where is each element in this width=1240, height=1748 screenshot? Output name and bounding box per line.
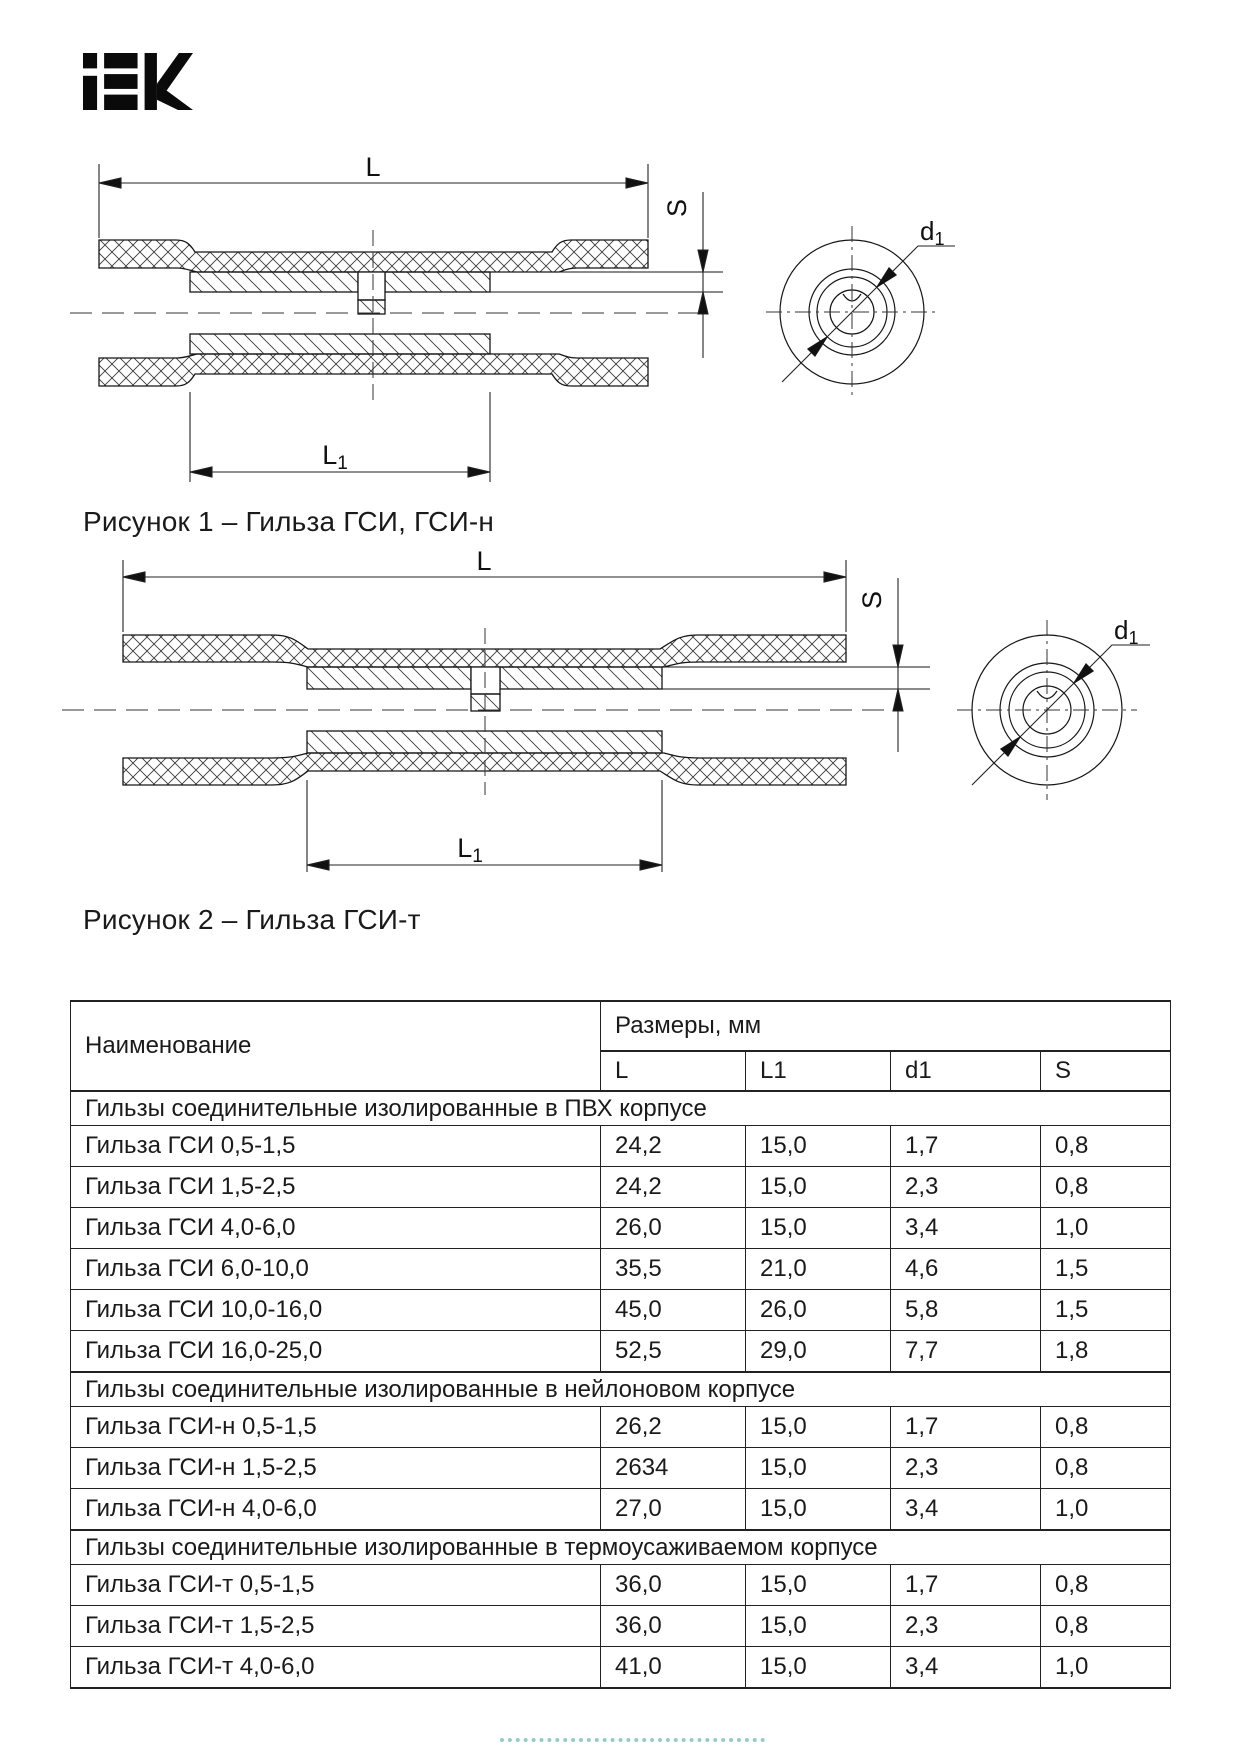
value-S: 0,8 [1041,1565,1171,1606]
value-L1: 29,0 [746,1331,891,1373]
dim-label-L1: L1 [457,833,483,867]
dimensions-table [70,1000,1171,1689]
figure1-dim-S [662,192,708,358]
value-L: 27,0 [601,1489,746,1531]
table-row [71,1290,1171,1331]
value-d1: 1,7 [891,1407,1041,1448]
row-label: Гильза ГСИ 10,0-16,0 [71,1290,601,1331]
dim-label-L1: L1 [322,440,348,474]
figure2-side-view [62,628,930,795]
value-d1: 2,3 [891,1606,1041,1647]
section-title: Гильзы соединительные изолированные в нейлоновом корпусе [71,1372,1171,1407]
dim-label-L: L [365,152,381,182]
col-header-sizes: Размеры, мм [601,1001,1171,1051]
figure2-dim-S [857,578,903,752]
value-S: 1,5 [1041,1290,1171,1331]
value-L: 35,5 [601,1249,746,1290]
dim-label-d1: d1 [920,216,945,249]
col-header-name: Наименование [71,1001,601,1091]
value-d1: 3,4 [891,1489,1041,1531]
table-row [71,1249,1171,1290]
value-d1: 3,4 [891,1647,1041,1689]
col-header-L: L [601,1051,746,1091]
value-d1: 2,3 [891,1167,1041,1208]
value-d1: 1,7 [891,1565,1041,1606]
table-row [71,1331,1171,1373]
figure1-dim-L [99,152,648,238]
dim-label-S: S [857,590,887,610]
value-S: 0,8 [1041,1167,1171,1208]
row-label: Гильза ГСИ-н 0,5-1,5 [71,1407,601,1448]
row-label: Гильза ГСИ 16,0-25,0 [71,1331,601,1373]
value-S: 1,0 [1041,1647,1171,1689]
col-header-S: S [1041,1051,1171,1091]
value-d1: 1,7 [891,1126,1041,1167]
figure2-caption: Рисунок 2 – Гильза ГСИ-т [83,904,421,935]
section-title: Гильзы соединительные изолированные в термоусаживаемом корпусе [71,1530,1171,1565]
value-L1: 15,0 [746,1565,891,1606]
row-label: Гильза ГСИ 0,5-1,5 [71,1126,601,1167]
row-label: Гильза ГСИ-н 1,5-2,5 [71,1448,601,1489]
table-row [71,1407,1171,1448]
value-L1: 15,0 [746,1606,891,1647]
table-row [71,1647,1171,1689]
figure1-side-view [70,230,723,402]
figure1-end-view [766,216,955,398]
row-label: Гильза ГСИ 4,0-6,0 [71,1208,601,1249]
row-label: Гильза ГСИ 1,5-2,5 [71,1167,601,1208]
value-L1: 21,0 [746,1249,891,1290]
dim-label-L: L [476,546,492,576]
value-L: 45,0 [601,1290,746,1331]
table-row [71,1126,1171,1167]
value-L: 41,0 [601,1647,746,1689]
value-L: 24,2 [601,1167,746,1208]
table-row [71,1489,1171,1531]
value-d1: 2,3 [891,1448,1041,1489]
row-label: Гильза ГСИ-т 4,0-6,0 [71,1647,601,1689]
value-S: 1,0 [1041,1208,1171,1249]
value-L: 26,2 [601,1407,746,1448]
value-L: 2634 [601,1448,746,1489]
value-L: 26,0 [601,1208,746,1249]
value-L: 24,2 [601,1126,746,1167]
value-L1: 15,0 [746,1208,891,1249]
row-label: Гильза ГСИ-т 1,5-2,5 [71,1606,601,1647]
row-label: Гильза ГСИ-н 4,0-6,0 [71,1489,601,1531]
value-d1: 5,8 [891,1290,1041,1331]
table-row [71,1448,1171,1489]
value-S: 0,8 [1041,1126,1171,1167]
value-S: 1,0 [1041,1489,1171,1531]
value-L: 36,0 [601,1565,746,1606]
figure2-drawing [62,546,1150,872]
figure2-dim-L [123,546,846,632]
value-L1: 15,0 [746,1647,891,1689]
value-L1: 15,0 [746,1126,891,1167]
value-L: 52,5 [601,1331,746,1373]
value-d1: 7,7 [891,1331,1041,1373]
figure2-end-view [957,615,1150,800]
table-row [71,1208,1171,1249]
value-L1: 15,0 [746,1489,891,1531]
value-d1: 4,6 [891,1249,1041,1290]
section-title: Гильзы соединительные изолированные в ПВХ корпусе [71,1091,1171,1126]
dim-label-d1: d1 [1114,615,1139,648]
value-S: 0,8 [1041,1606,1171,1647]
col-header-L1: L1 [746,1051,891,1091]
value-S: 0,8 [1041,1448,1171,1489]
value-L1: 15,0 [746,1448,891,1489]
value-S: 1,5 [1041,1249,1171,1290]
row-label: Гильза ГСИ 6,0-10,0 [71,1249,601,1290]
figure1-dim-L1 [190,392,490,482]
figure1-caption: Рисунок 1 – Гильза ГСИ, ГСИ-н [83,506,495,537]
value-L1: 26,0 [746,1290,891,1331]
value-L: 36,0 [601,1606,746,1647]
value-L1: 15,0 [746,1167,891,1208]
value-S: 1,8 [1041,1331,1171,1373]
row-label: Гильза ГСИ-т 0,5-1,5 [71,1565,601,1606]
iek-logo-icon [83,53,193,110]
table-row [71,1565,1171,1606]
dim-label-S: S [662,198,692,218]
figure1-drawing [70,152,955,482]
footer-dotted-line [500,1738,765,1742]
table-row [71,1167,1171,1208]
value-S: 0,8 [1041,1407,1171,1448]
value-d1: 3,4 [891,1208,1041,1249]
value-L1: 15,0 [746,1407,891,1448]
col-header-d1: d1 [891,1051,1041,1091]
table-row [71,1606,1171,1647]
